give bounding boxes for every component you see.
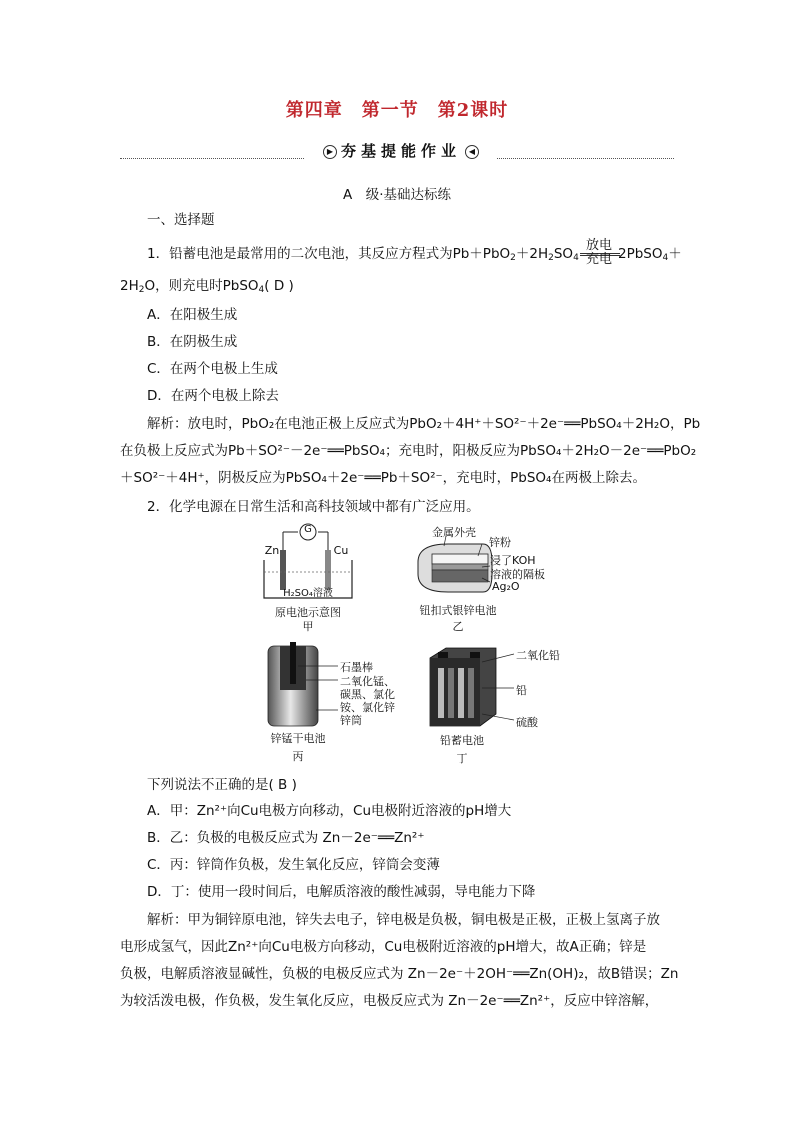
figure-bing: 石墨棒 二氧化锰、 碳黑、氯化 铵、氯化锌 锌筒 锌锰干电池 丙 xyxy=(258,640,398,765)
reaction-arrow: 放电 充电 xyxy=(580,236,620,270)
q1-analysis-line1: 解析：放电时，PbO₂在电池正极上反应式为PbO₂＋4H⁺＋SO²⁻＋2e⁻══PbSO₄＋2H₂O，Pb xyxy=(147,416,701,432)
q1-stem-line1-end: 2PbSO$_4$＋ xyxy=(618,246,682,263)
q2-option-d: D．丁：使用一段时间后，电解质溶液的酸性减弱，导电能力下降 xyxy=(147,884,536,900)
q2-option-c: C．丙：锌筒作负极，发生氧化反应，锌筒会变薄 xyxy=(147,857,440,873)
q2-analysis-line2: 电形成氢气，因此Zn²⁺向Cu电极方向移动，Cu电极附近溶液的pH增大，故A正确；锌是 xyxy=(120,939,647,955)
q1-option-c: C．在两个电极上生成 xyxy=(147,361,278,377)
banner-box xyxy=(305,140,497,160)
banner xyxy=(0,138,794,162)
figure-jia: G Zn Cu H₂SO₄溶液 原电池示意图 甲 xyxy=(258,522,358,632)
q1-stem-line1: 1．铅蓄电池是最常用的二次电池，其反应方程式为$Pb+PbO_2+2H_2SO_4$ xyxy=(147,246,579,263)
section-heading: 一、选择题 xyxy=(147,212,215,228)
page-title: 第四章 第一节 第2课时 xyxy=(285,100,509,121)
q1-option-d: D．在两个电极上除去 xyxy=(147,388,279,404)
arrow-left-icon: ◀ xyxy=(465,145,479,159)
q2-option-b: B．乙：负极的电极反应式为 Zn－2e⁻══Zn²⁺ xyxy=(147,830,425,846)
q2-analysis-line4: 为较活泼电极，作负极，发生氧化反应，电极反应式为 Zn－2e⁻══Zn²⁺，反应中锌溶解， xyxy=(120,993,659,1009)
banner-text: 夯基提能作业 xyxy=(340,142,461,160)
level-heading: A 级·基础达标练 xyxy=(342,187,452,203)
q1-analysis-line3: ＋SO²⁻＋4H⁺，阴极反应为PbSO₄＋2e⁻══Pb＋SO²⁻，充电时，PbSO₄在两极上除去。 xyxy=(120,470,646,486)
q1-option-b: B．在阴极生成 xyxy=(147,334,238,350)
q2-analysis-line3: 负极，电解质溶液显碱性，负极的电极反应式为 Zn－2e⁻＋2OH⁻══Zn(OH)₂，故B错误；Zn xyxy=(120,966,679,982)
q2-option-a: A．甲：Zn²⁺向Cu电极方向移动，Cu电极附近溶液的pH增大 xyxy=(147,803,512,819)
arrow-right-icon: ▶ xyxy=(323,145,337,159)
q2-analysis-line1: 解析：甲为铜锌原电池，锌失去电子，锌电极是负极，铜电极是正极，正极上氢离子放 xyxy=(147,912,660,928)
q2-ask: 下列说法不正确的是( B ) xyxy=(147,777,297,793)
figure-yi: 金属外壳 锌粉 浸了KOH 溶液的隔板 Ag₂O 钮扣式银锌电池 乙 xyxy=(408,522,548,634)
q1-analysis-line2: 在负极上反应式为Pb＋SO²⁻－2e⁻══PbSO₄；充电时，阳极反应为PbSO₄＋2H₂O－2e⁻══PbO₂ xyxy=(120,443,697,459)
figure-ding: 二氧化铅 铅 硫酸 铅蓄电池 丁 xyxy=(424,644,574,766)
q1-option-a: A．在阳极生成 xyxy=(147,307,238,323)
q2-stem: 2．化学电源在日常生活和高科技领域中都有广泛应用。 xyxy=(147,499,480,515)
q1-stem-line2: $2H_2O$，则充电时PbSO$_4$( D ) xyxy=(120,278,294,295)
